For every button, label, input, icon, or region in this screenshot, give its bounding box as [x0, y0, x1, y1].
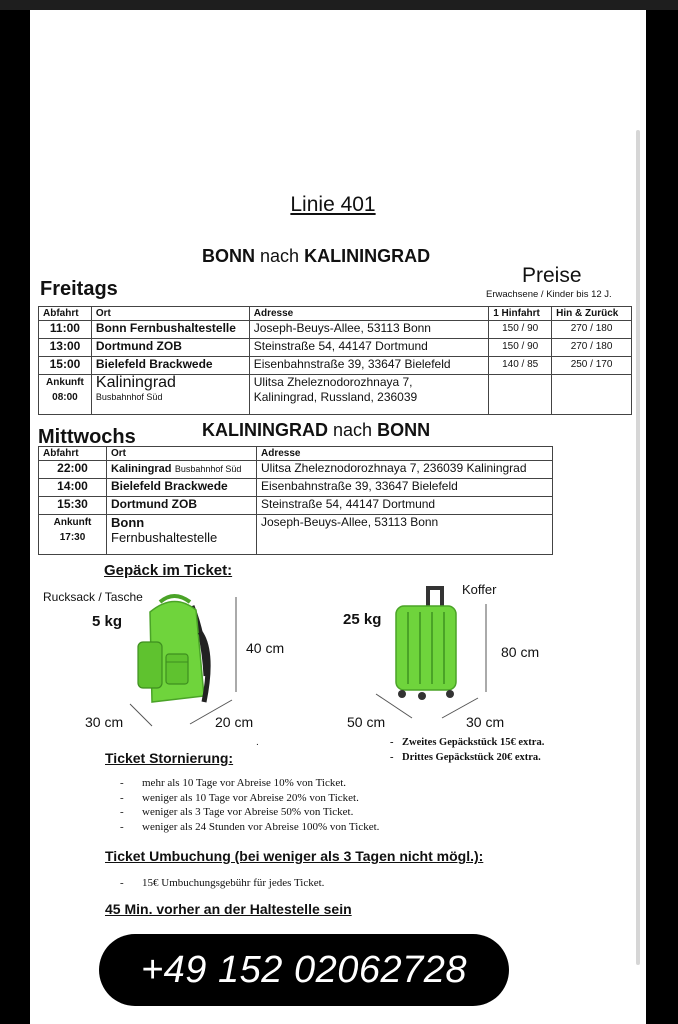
place: Bielefeld Brackwede: [107, 479, 257, 497]
address: Ulitsa Zheleznodorozhnaya 7, 236039 Kaliningrad: [257, 461, 553, 479]
price-oneway: 150 / 90: [489, 339, 552, 357]
departure-time: 14:00: [39, 479, 107, 497]
route-return-title: [202, 420, 430, 441]
arrival-place-sub: Busbahnhof Süd: [95, 392, 163, 402]
arrival-notice: 45 Min. vorher an der Haltestelle sein: [105, 901, 352, 917]
header-place: Ort: [91, 307, 249, 321]
table-row: [39, 321, 632, 339]
extra-luggage-list: [390, 735, 544, 765]
backpack-icon: [120, 592, 280, 732]
price-oneway: 140 / 85: [489, 357, 552, 375]
address: Eisenbahnstraße 39, 33647 Bielefeld: [249, 357, 488, 375]
route-outbound-from: BONN: [202, 246, 255, 266]
route-outbound-to: KALININGRAD: [304, 246, 431, 266]
departure-time: 22:00: [39, 461, 107, 479]
list-item: - weniger als 3 Tage vor Abreise 50% von Ticket.: [120, 805, 379, 820]
place: Dortmund ZOB: [107, 497, 257, 515]
suitcase-icon: [370, 582, 500, 732]
route-return-to: BONN: [377, 420, 431, 440]
departure-time: 11:00: [39, 321, 92, 339]
list-item: - Drittes Gepäckstück 20€ extra.: [390, 750, 544, 765]
suitcase-label: Koffer: [462, 582, 497, 597]
dot-separator: .: [256, 737, 259, 748]
list-item: - Zweites Gepäckstück 15€ extra.: [390, 735, 544, 750]
empty-cell: [552, 375, 632, 415]
arrival-address-line1: Ulitsa Zheleznodorozhnaya 7,: [253, 375, 413, 389]
arrival-time: 08:00: [52, 392, 78, 403]
luggage-heading: Gepäck im Ticket:: [104, 562, 233, 579]
rebooking-heading: Ticket Umbuchung (bei weniger als 3 Tagen nicht mögl.):: [105, 848, 484, 864]
backpack-weight: 5 kg: [92, 613, 123, 630]
cancellation-list: [120, 776, 379, 834]
arrival-place: Kaliningrad: [95, 374, 176, 391]
backpack-depth: 30 cm: [85, 714, 124, 730]
price-return: 270 / 180: [552, 339, 632, 357]
arrival-cell: [39, 515, 107, 555]
header-departure: Abfahrt: [39, 307, 92, 321]
list-item: - weniger als 24 Stunden vor Abreise 100% von Ticket.: [120, 820, 379, 835]
arrival-label: Ankunft: [53, 517, 92, 528]
table-header-row: [39, 447, 553, 461]
arrival-time: 17:30: [59, 532, 86, 543]
arrival-place-cell: [91, 375, 249, 415]
table-header-row: [39, 307, 632, 321]
departure-time: 13:00: [39, 339, 92, 357]
arrival-label: Ankunft: [46, 377, 84, 388]
cancellation-heading: Ticket Stornierung:: [105, 750, 234, 766]
suitcase-height: 80 cm: [501, 644, 540, 660]
suitcase-depth: 50 cm: [347, 714, 386, 730]
address: Joseph-Beuys-Allee, 53113 Bonn: [249, 321, 488, 339]
table-row: [39, 357, 632, 375]
day-wednesday: Mittwochs: [38, 426, 136, 448]
prices-title: Preise: [522, 264, 582, 287]
header-oneway: 1 Hinfahrt: [489, 307, 552, 321]
table-row-arrival: [39, 515, 553, 555]
rebooking-list: [120, 876, 324, 891]
route-return-mid: nach: [333, 420, 373, 440]
place: Bonn Fernbushaltestelle: [91, 321, 249, 339]
route-return-from: KALININGRAD: [202, 420, 328, 440]
list-item: - mehr als 10 Tage vor Abreise 10% von Ticket.: [120, 776, 379, 791]
suitcase-weight: 25 kg: [343, 611, 382, 628]
route-outbound-title: [202, 246, 430, 267]
arrival-address-line2: Kaliningrad, Russland, 236039: [253, 390, 418, 404]
header-return: Hin & Zurück: [552, 307, 632, 321]
address: Steinstraße 54, 44147 Dortmund: [257, 497, 553, 515]
empty-cell: [489, 375, 552, 415]
top-status-bar: [0, 0, 678, 10]
scrollbar[interactable]: [636, 130, 640, 965]
schedule-table-wednesday: [38, 446, 553, 555]
table-row: [39, 461, 553, 479]
header-address: Adresse: [249, 307, 488, 321]
line-title: Linie 401: [290, 193, 376, 216]
place: Bielefeld Brackwede: [91, 357, 249, 375]
address: Steinstraße 54, 44147 Dortmund: [249, 339, 488, 357]
arrival-cell: [39, 375, 92, 415]
arrival-place: Bonn: [111, 515, 145, 530]
place-cell: [107, 461, 257, 479]
price-return: 250 / 170: [552, 357, 632, 375]
list-item: - 15€ Umbuchungsgebühr für jedes Ticket.: [120, 876, 324, 891]
phone-number-button[interactable]: +49 152 02062728: [99, 934, 509, 1006]
place-sub: Busbahnhof Süd: [174, 464, 242, 474]
price-oneway: 150 / 90: [489, 321, 552, 339]
departure-time: 15:30: [39, 497, 107, 515]
header-departure: Abfahrt: [39, 447, 107, 461]
table-row: [39, 497, 553, 515]
place: Dortmund ZOB: [91, 339, 249, 357]
prices-subtitle: Erwachsene / Kinder bis 12 J.: [486, 289, 612, 300]
table-row: [39, 339, 632, 357]
table-row-arrival: [39, 375, 632, 415]
arrival-place-cell: [107, 515, 257, 555]
address: Eisenbahnstraße 39, 33647 Bielefeld: [257, 479, 553, 497]
departure-time: 15:00: [39, 357, 92, 375]
backpack-label: Rucksack / Tasche: [43, 590, 143, 604]
arrival-place-line2: Fernbushaltestelle: [111, 530, 218, 545]
list-item: - weniger als 10 Tage vor Abreise 20% von Ticket.: [120, 791, 379, 806]
route-outbound-mid: nach: [260, 246, 300, 266]
backpack-height: 40 cm: [246, 640, 285, 656]
day-friday: Freitags: [40, 278, 118, 300]
arrival-address-cell: [249, 375, 488, 415]
header-address: Adresse: [257, 447, 553, 461]
arrival-address: Joseph-Beuys-Allee, 53113 Bonn: [257, 515, 553, 555]
backpack-width: 20 cm: [215, 714, 254, 730]
suitcase-width: 30 cm: [466, 714, 505, 730]
table-row: [39, 479, 553, 497]
place: Kaliningrad: [111, 463, 172, 475]
schedule-table-friday: [38, 306, 632, 415]
header-place: Ort: [107, 447, 257, 461]
price-return: 270 / 180: [552, 321, 632, 339]
